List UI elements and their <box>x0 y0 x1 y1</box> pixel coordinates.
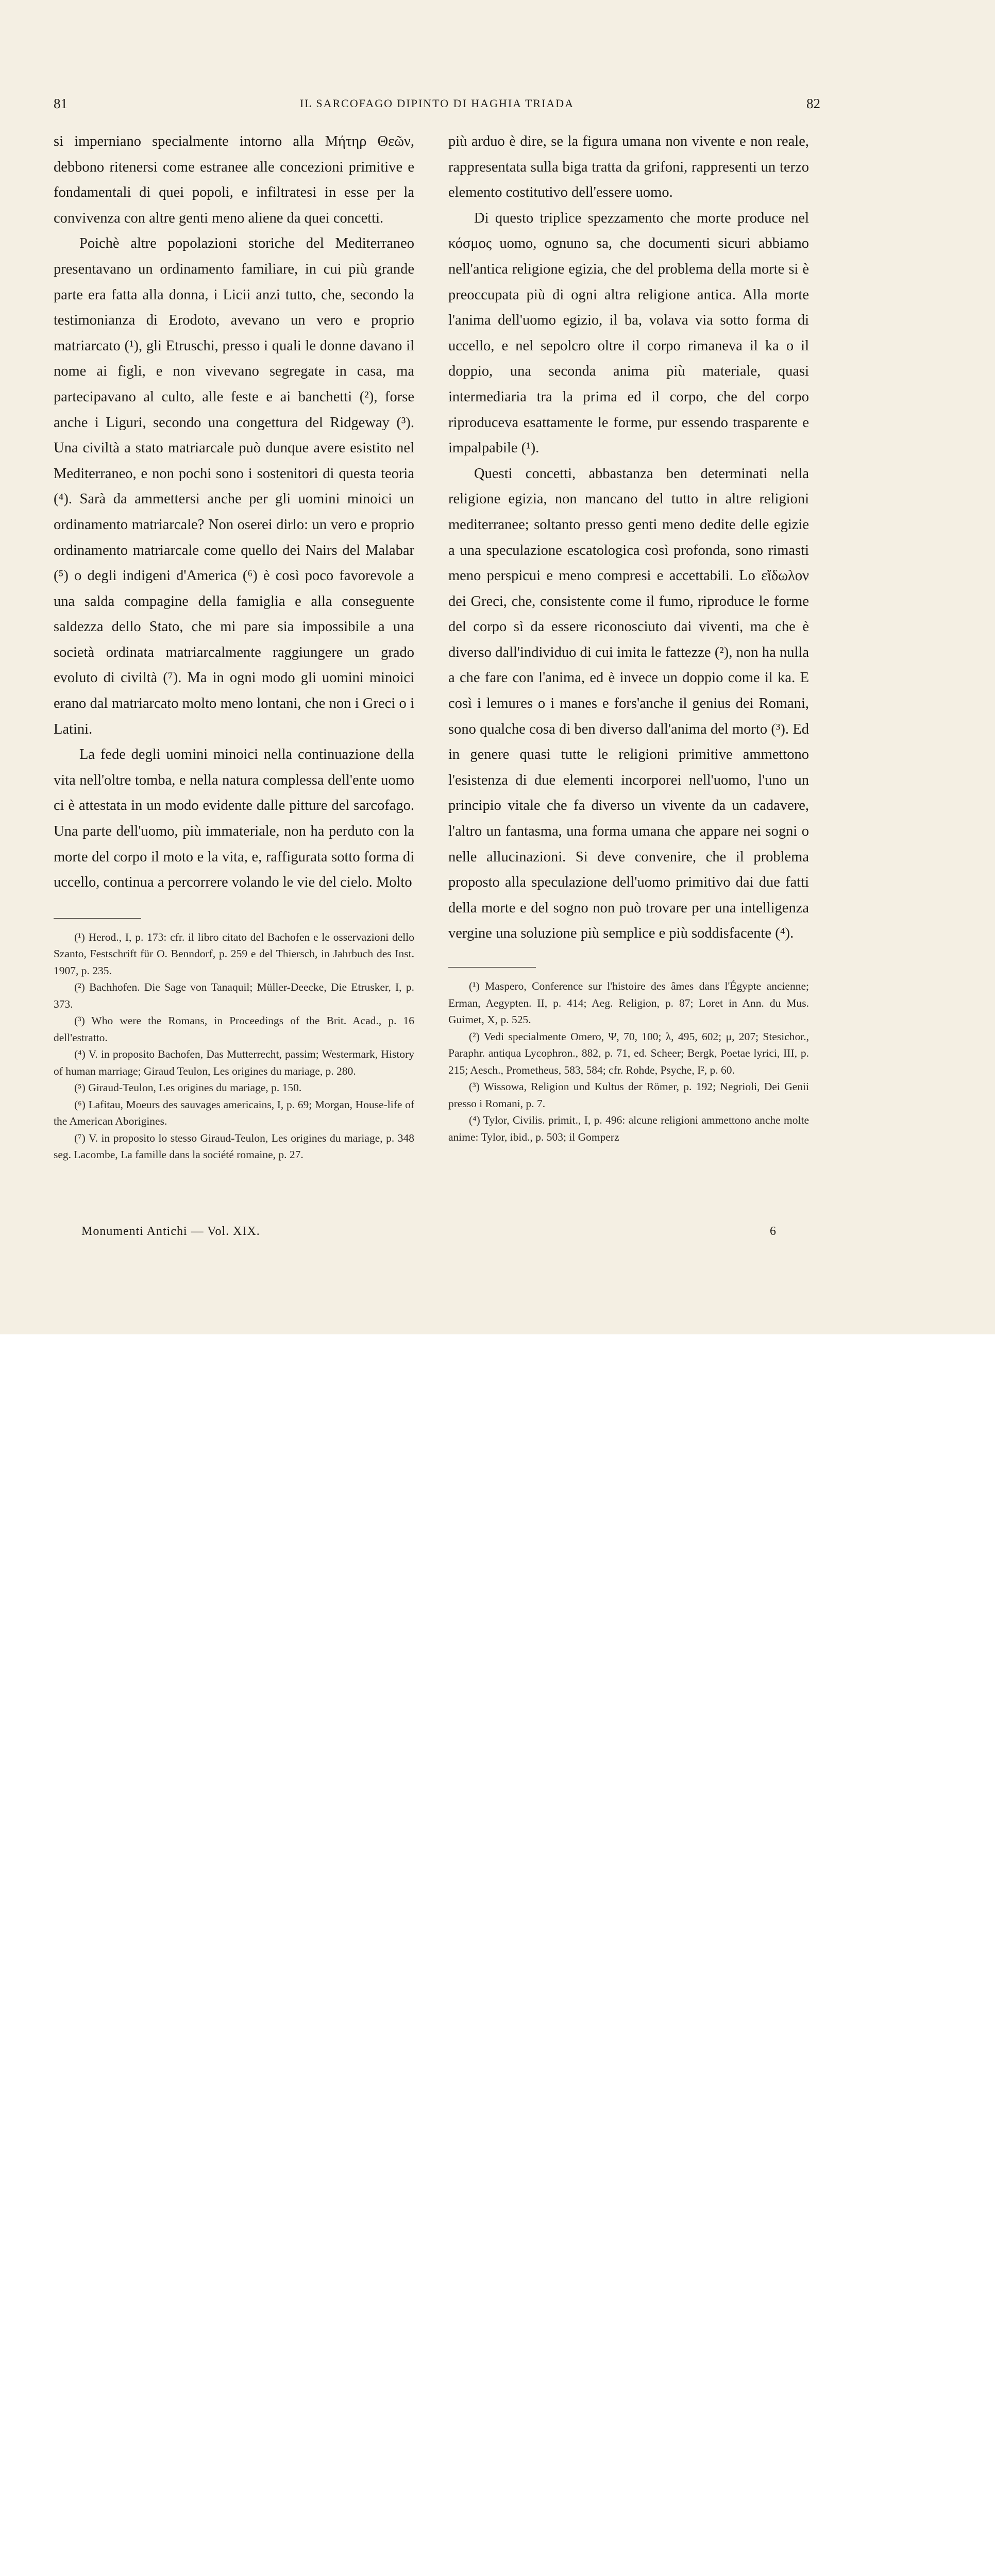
footnote: (⁵) Giraud-Teulon, Les origines du mariage, p. 150. <box>74 1081 302 1094</box>
paragraph: si imperniano specialmente intorno alla Μήτηρ Θεῶν, debbono ritenersi come estranee alle concezioni primitive e fondamentali di quei popoli, e infiltratesi in esse per la convivenza con altre genti meno aliene da quei concetti. <box>54 133 414 226</box>
footnote-divider <box>54 918 141 919</box>
left-column <box>54 129 414 1163</box>
paragraph: La fede degli uomini minoici nella continuazione della vita nell'oltre tomba, e nella natura complessa dell'ente uomo ci è attestata in un modo evidente dalle pitture del sarcofago. Una parte dell'uomo, più immateriale, non ha perduto con la morte del corpo il moto e la vita, e, raffigurata sotto forma di uccello, continua a percorrere volando le vie del cielo. Molto <box>54 747 414 891</box>
footnote: (¹) Herod., I, p. 173: cfr. il libro citato del Bachofen e le osservazioni dello Szanto, Festschrift für O. Benndorf, p. 259 e del Thiersch, in Jahrbuch des Inst. 1907, p. 235. <box>54 930 414 977</box>
footnote: (⁷) V. in proposito lo stesso Giraud-Teulon, Les origines du mariage, p. 348 seg. Lacombe, La famille dans la société romaine, p. 27. <box>54 1131 414 1161</box>
footnote: (¹) Maspero, Conference sur l'histoire des âmes dans l'Égypte ancienne; Erman, Aegypten. II, p. 414; Aeg. Religion, p. 87; Loret in Ann. du Mus. Guimet, X, p. 525. <box>448 980 809 1026</box>
page-number-right: 82 <box>806 96 820 111</box>
digitization-bar <box>0 1334 995 1415</box>
footnote: (³) Who were the Romans, in Proceedings of the Brit. Acad., p. 16 dell'estratto. <box>54 1014 414 1044</box>
footnote-divider <box>448 967 536 968</box>
paragraph: Poichè altre popolazioni storiche del Mediterraneo presentavano un ordinamento familiare, in cui più grande parte era fatta alla donna, i Licii anzi tutto, che, secondo la testimonianza di Erodoto, avevano un vero e proprio matriarcato (¹), gli Etruschi, presso i quali le donne davano il nome ai figli, e non vivevano segregate in casa, ma partecipavano al culto, alle feste e ai banchetti (²), forse anche i Liguri, secondo una congettura del Ridgeway (³). Una civiltà a stato matriarcale può dunque avere esistito nel Mediterraneo, e non pochi sono i sostenitori di questa teoria (⁴). Sarà da ammettersi anche per gli uomini minoici un ordinamento matriarcale? Non oserei dirlo: un vero e proprio ordinamento matriarcale come quello dei Nairs del Malabar (⁵) o degli indigeni d'America (⁶) è così poco favorevole a una salda compagine della famiglia e alla conseguente saldezza dello Stato, che mi pare sia impossibile a una società ordinata matriarcalmente raggiungere un grado evoluto di civiltà (⁷). Ma in ogni modo gli uomini minoici erano dal matriarcato molto meno lontani, che non i Greci o i Latini. <box>54 235 414 737</box>
running-title: IL SARCOFAGO DIPINTO DI HAGHIA TRIADA <box>299 97 575 110</box>
series-footer: Monumenti Antichi — Vol. XIX. <box>81 1225 260 1238</box>
footnote: (³) Wissowa, Religion und Kultus der Römer, p. 192; Negrioli, Dei Genii presso i Romani, p. 7. <box>448 1080 809 1110</box>
footnote: (²) Bachhofen. Die Sage von Tanaquil; Müller-Deecke, Die Etrusker, I, p. 373. <box>54 981 414 1010</box>
page-number-left: 81 <box>54 96 68 111</box>
paragraph: Di questo triplice spezzamento che morte produce nel κόσμος uomo, ognuno sa, che documenti sicuri abbiamo nell'antica religione egizia, che del problema della morte si è preoccupata più di ogni altra religione antica. Alla morte l'anima dell'uomo egizio, il ba, volava via sotto forma di uccello, e nel sepolcro oltre il corpo rimaneva il ka o il doppio, una seconda anima più materiale, quasi intermediaria tra la prima ed il corpo, che del corpo riproduceva esattamente le forme, pur essendo trasparente e impalpabile (¹). <box>448 210 809 456</box>
left-body-text <box>54 129 414 895</box>
signature-mark: 6 <box>770 1225 776 1238</box>
page-header <box>54 96 820 116</box>
right-column <box>448 129 809 1145</box>
footnote: (⁴) Tylor, Civilis. primit., I, p. 496: alcune religioni ammettono anche molte anime: Tylor, ibid., p. 503; il Gomperz <box>448 1114 809 1143</box>
footnote: (⁶) Lafitau, Moeurs des sauvages americains, I, p. 69; Morgan, House-life of the American Aborigines. <box>54 1098 414 1128</box>
footnote: (⁴) V. in proposito Bachofen, Das Mutterrecht, passim; Westermark, History of human marriage; Giraud Teulon, Les origines du mariage, p. 280. <box>54 1048 414 1077</box>
paragraph: Questi concetti, abbastanza ben determinati nella religione egizia, non mancano del tutto in altre religioni mediterranee; soltanto presso genti meno dedite delle egizie a una speculazione escatologica così profonda, sono rimasti meno perspicui e meno compresi e accettabili. Lo εἴδωλον dei Greci, che, consistente come il fumo, riproduce le forme del corpo sì da essere riconosciuto dai viventi, ma che è diverso dall'individuo di cui imita le fattezze (²), non ha nulla a che fare con l'anima, ed è invece un doppio come il ka. E così i lemures o i manes e fors'anche il genius dei Romani, sono qualche cosa di ben diverso dall'anima del morto (³). Ed in genere quasi tutte le religioni primitive ammettono l'esistenza di due elementi incorporei nell'uomo, l'uno un principio vitale che fa diverso un vivente da un cadavere, l'altro un fantasma, una forma umana che appare nei sogni o nelle allucinazioni. Si deve convenire, che il problema proposto alla speculazione dell'uomo primitivo dai due fatti della morte e del sogno non può trovare per una intelligenza vergine una soluzione più semplice e più soddisfacente (⁴). <box>448 465 809 942</box>
left-footnotes <box>54 929 414 1163</box>
footnote: (²) Vedi specialmente Omero, Ψ, 70, 100; λ, 495, 602; μ, 207; Stesichor., Paraphr. antiqua Lycophron., 882, p. 71, ed. Scheer; Bergk, Poetae lyrici, III, p. 215; Aesch., Prometheus, 583, 584; cfr. Rohde, Psyche, I², p. 60. <box>448 1030 809 1076</box>
right-footnotes <box>448 978 809 1145</box>
right-body-text <box>448 129 809 946</box>
paragraph: più arduo è dire, se la figura umana non vivente e non reale, rappresentata sulla biga tratta da grifoni, rappresenti un terzo elemento costitutivo dell'essere uomo. <box>448 133 809 201</box>
